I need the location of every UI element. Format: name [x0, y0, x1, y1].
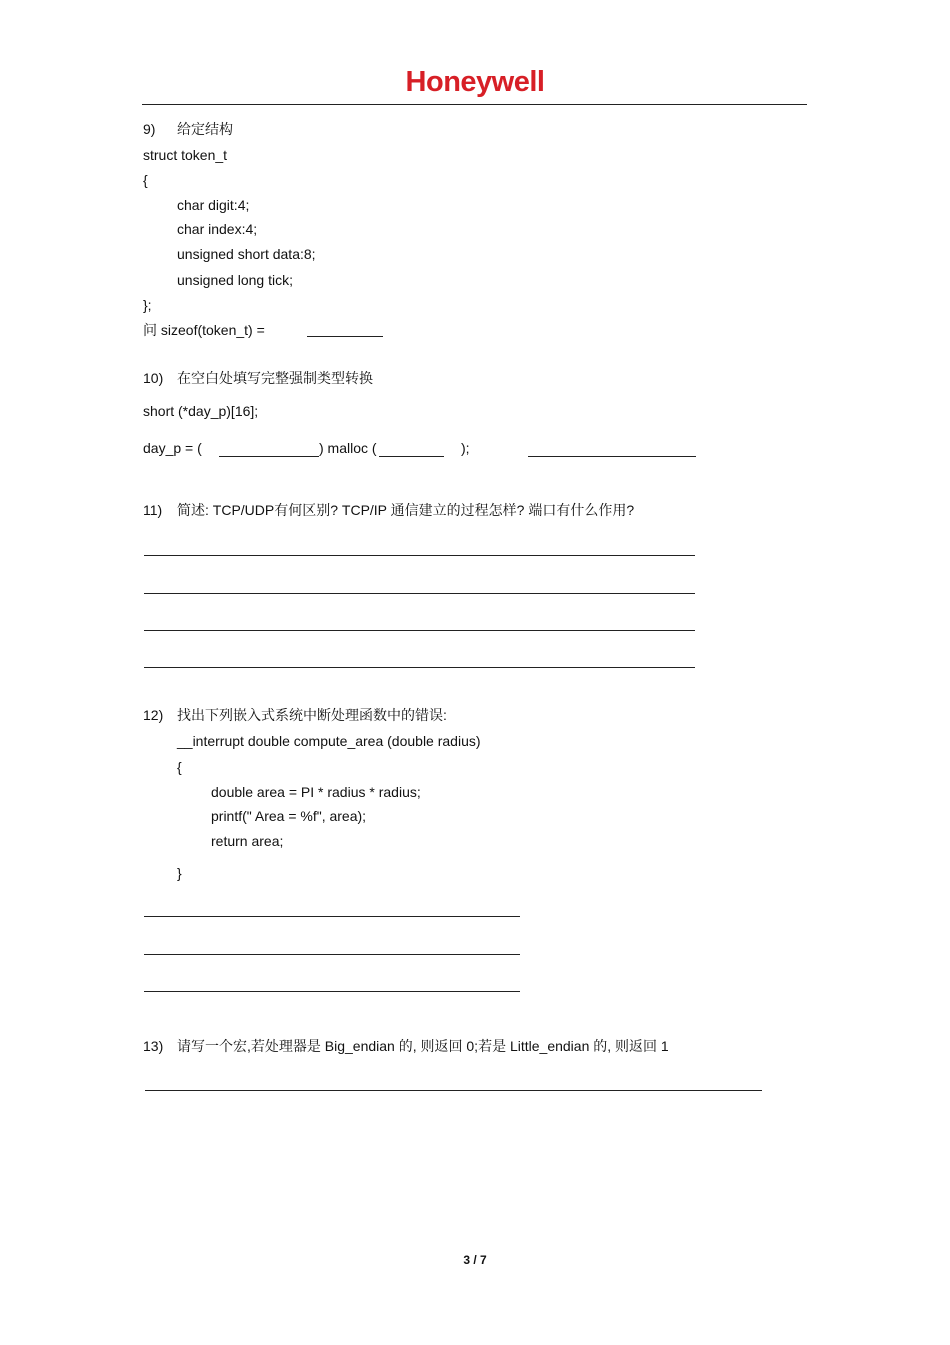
code-line: unsigned long tick; — [177, 272, 293, 288]
answer-line[interactable] — [144, 593, 695, 594]
header-divider — [142, 104, 807, 105]
question-title: 在空白处填写完整强制类型转换 — [177, 370, 373, 386]
code-line: return area; — [211, 833, 284, 849]
code-expr-mid: ) malloc ( — [319, 440, 377, 456]
question-number: 9) — [143, 121, 156, 137]
code-line: { — [177, 759, 182, 775]
page-number: 3 / 7 — [463, 1253, 487, 1267]
answer-blank[interactable] — [307, 336, 383, 337]
code-line: { — [143, 172, 148, 188]
question-number: 12) — [143, 707, 164, 723]
code-line: __interrupt double compute_area (double radius) — [177, 733, 481, 749]
code-line: struct token_t — [143, 147, 228, 163]
code-line: double area = PI * radius * radius; — [211, 784, 421, 800]
code-line: char digit:4; — [177, 197, 250, 213]
answer-line[interactable] — [144, 916, 520, 917]
malloc-size-blank[interactable] — [379, 456, 444, 457]
question-number: 11) — [143, 502, 163, 518]
answer-line[interactable] — [144, 555, 695, 556]
question-number: 10) — [143, 370, 164, 386]
question-number: 13) — [143, 1038, 164, 1054]
code-expr-end: ); — [461, 440, 470, 456]
question-title: 找出下列嵌入式系统中断处理函数中的错误: — [177, 707, 447, 723]
code-line: } — [177, 865, 182, 881]
question-prompt: 问 sizeof(token_t) = — [143, 322, 265, 338]
question-text: 简述: TCP/UDP有何区别? TCP/IP 通信建立的过程怎样? 端口有什么作用? — [177, 502, 635, 518]
code-line: short (*day_p)[16]; — [143, 403, 259, 419]
code-line: unsigned short data:8; — [177, 246, 316, 262]
answer-line[interactable] — [144, 954, 520, 955]
code-line: char index:4; — [177, 221, 258, 237]
question-text: 请写一个宏,若处理器是 Big_endian 的, 则返回 0;若是 Little_endian 的, 则返回 1 — [177, 1038, 669, 1054]
code-line: printf(" Area = %f", area); — [211, 808, 367, 824]
answer-line[interactable] — [145, 1090, 762, 1091]
question-title: 给定结构 — [177, 121, 233, 137]
code-line: }; — [143, 297, 152, 313]
honeywell-logo: Honeywell — [405, 66, 545, 98]
code-expr-start: day_p = ( — [143, 440, 202, 456]
answer-line[interactable] — [144, 991, 520, 992]
cast-blank[interactable] — [219, 456, 319, 457]
answer-line[interactable] — [144, 667, 695, 668]
answer-blank[interactable] — [528, 456, 696, 457]
answer-line[interactable] — [144, 630, 695, 631]
